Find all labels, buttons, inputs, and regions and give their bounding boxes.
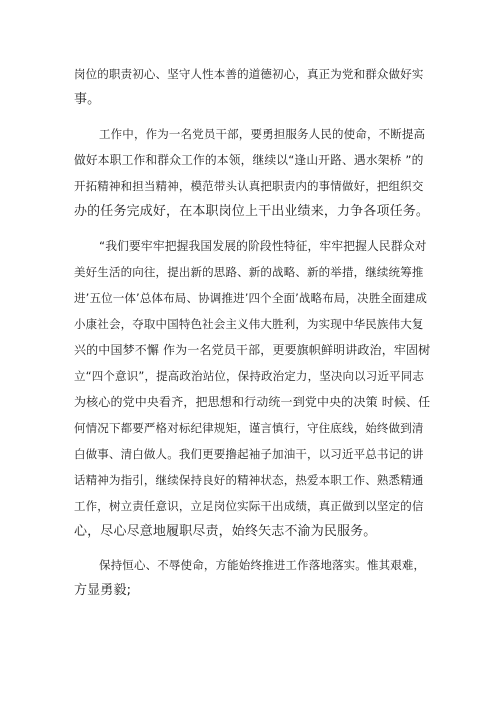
paragraph-3-line-6: 立“四个意识”，提高政治站位，保持政治定力，坚决向以习近平同志 bbox=[74, 369, 425, 383]
paragraph-4-line-2: 方显勇毅; bbox=[74, 583, 132, 598]
paragraph-4-line-1: 保持恒心、不辱使命，方能始终推进工作落地落实。惟其艰难， bbox=[99, 558, 426, 572]
paragraph-3-line-2: 美好生活的向往，提出新的思路、新的战略、新的举措，继续统筹推 bbox=[74, 265, 424, 279]
paragraph-3-line-9: 白做事、清白做人。我们更要撸起袖子加油干，以习近平总书记的讲 bbox=[74, 447, 424, 461]
paragraph-3-line-11: 工作，树立责任意识，立足岗位实际干出成绩，真正做到以坚定的信 bbox=[74, 499, 424, 513]
paragraph-2-line-1: 工作中，作为一名党员干部，要勇担服务人民的使命，不断提高 bbox=[99, 127, 426, 141]
paragraph-3-line-7: 为核心的党中央看齐，把思想和行动统一到党中央的决策 时候、任 bbox=[74, 395, 431, 409]
paragraph-3-line-3: 进’五位一体’总体布局、协调推进’四个全面’战略布局，决胜全面建成 bbox=[74, 291, 428, 305]
paragraph-3-line-12: 心，尽心尽意地履职尽责，始终矢志不渝为民服务。 bbox=[74, 524, 377, 539]
paragraph-3-line-4: 小康社会，夺取中国特色社会主义伟大胜利，为实现中华民族伟大复 bbox=[74, 317, 424, 331]
paragraph-1-line-1: 岗位的职责初心、坚守人性本善的道德初心，真正为党和群众做好实 bbox=[74, 67, 424, 81]
paragraph-2-line-2: 做好本职工作和群众工作的本领，继续以“逢山开路、遇水架桥 ”的 bbox=[74, 153, 424, 167]
paragraph-1-line-2: 事。 bbox=[74, 92, 101, 107]
paragraph-2-line-3: 开拓精神和担当精神，模范带头认真把职责内的事情做好，把组织交 bbox=[74, 179, 424, 193]
paragraph-3-line-8: 何情况下都要严格对标纪律规矩，谨言慎行，守住底线，始终做到清 bbox=[74, 421, 424, 435]
paragraph-3-line-10: 话精神为指引，继续保持良好的精神状态，热爱本职工作、熟悉精通 bbox=[74, 473, 424, 487]
paragraph-2-line-4: 办的任务完成好，在本职岗位上干出业绩来，力争各项任务。 bbox=[74, 204, 430, 219]
paragraph-3-line-1: “我们要牢牢把握我国发展的阶段性特征，牢牢把握人民群众对 bbox=[99, 239, 427, 253]
paragraph-3-line-5: 兴的中国梦不懈 作为一名党员干部，更要旗帜鲜明讲政治，牢固树 bbox=[74, 343, 431, 357]
